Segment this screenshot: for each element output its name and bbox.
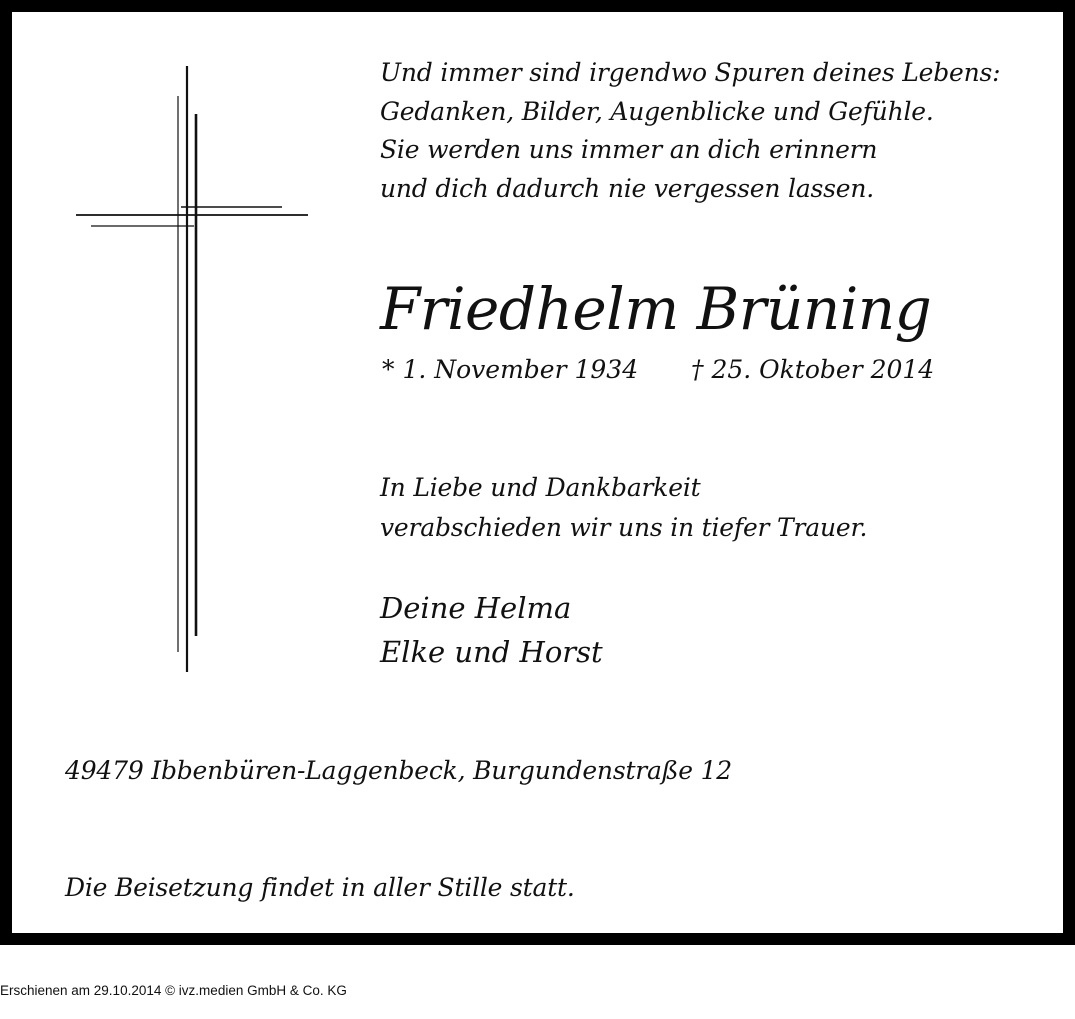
death-date: † 25. Oktober 2014 [691,355,935,384]
poem [380,54,1000,208]
mourner-line: Deine Helma [380,591,572,625]
mourner-line: Elke und Horst [380,635,603,669]
burial-note: Die Beisetzung findet in aller Stille statt. [65,873,575,902]
farewell-line: In Liebe und Dankbarkeit [380,473,701,502]
poem-line: Gedanken, Bilder, Augenblicke und Gefühle. [380,96,934,126]
deceased-name: Friedhelm Brüning [380,275,932,343]
farewell-text [380,468,867,547]
poem-line: und dich dadurch nie vergessen lassen. [380,173,875,203]
publication-credit: Erschienen am 29.10.2014 © ivz.medien GmbH & Co. KG [0,983,347,998]
poem-line: Sie werden uns immer an dich erinnern [380,135,878,164]
birth-date: * 1. November 1934 [382,355,639,384]
mourners [380,586,603,674]
poem-line: Und immer sind irgendwo Spuren deines Lebens: [380,58,1001,87]
farewell-line: verabschieden wir uns in tiefer Trauer. [380,512,868,542]
cross-icon [76,66,376,686]
address: 49479 Ibbenbüren-Laggenbeck, Burgundenstraße 12 [65,756,733,785]
